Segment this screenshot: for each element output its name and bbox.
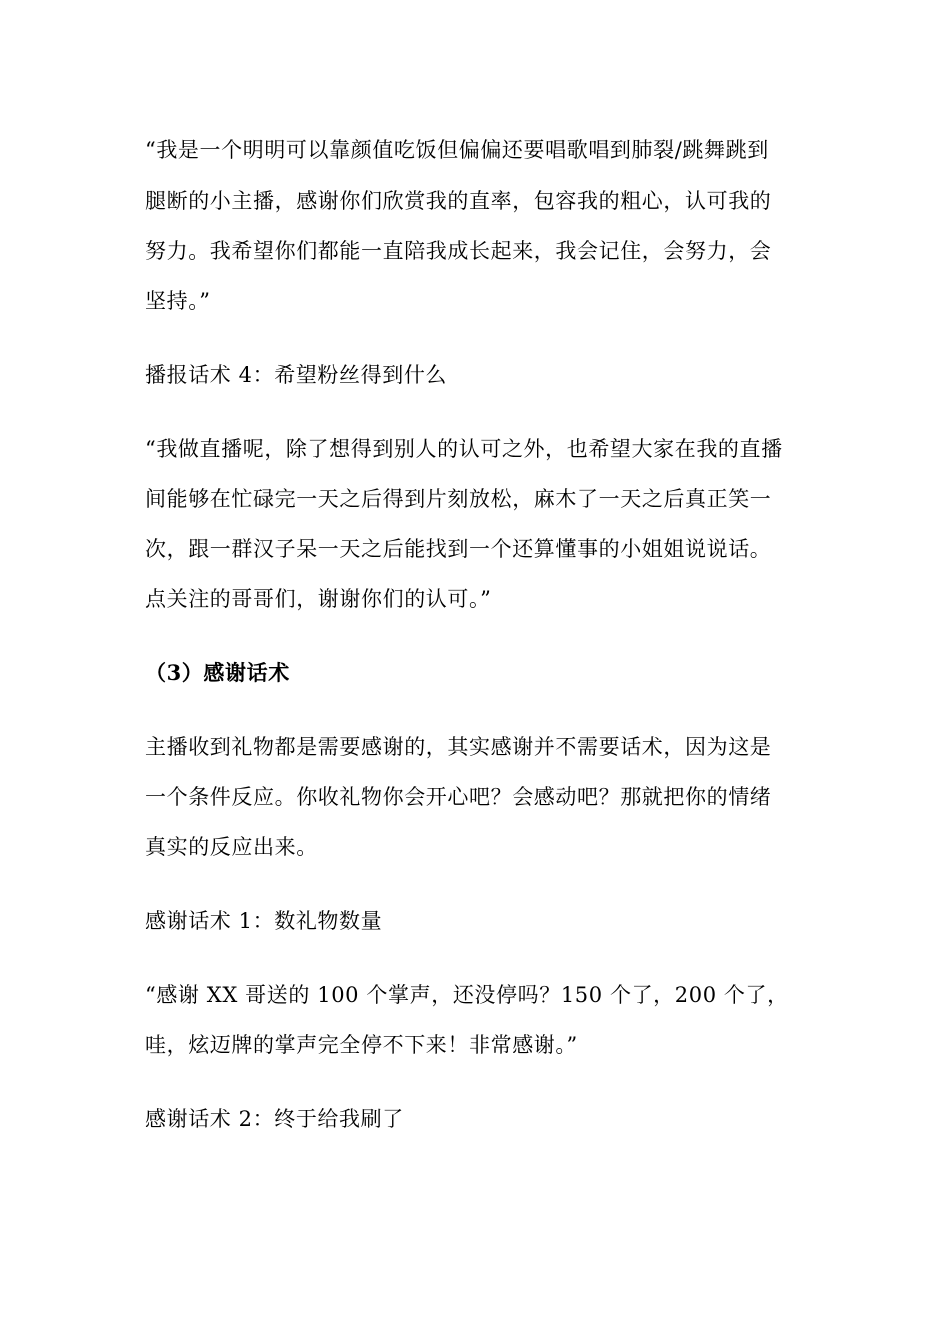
heading-thanks-1: 感谢话术 1：数礼物数量 [145,909,383,933]
paragraph-2-line-3: 次，跟一群汉子呆一天之后能找到一个还算懂事的小姐姐说说话。 [145,537,772,561]
section-title: （3）感谢话术 [145,660,290,685]
paragraph-1-line-2: 腿断的小主播，感谢你们欣赏我的直率，包容我的粗心，认可我的 [145,189,772,213]
paragraph-3-line-1: 主播收到礼物都是需要感谢的，其实感谢并不需要话术，因为这是 [145,735,772,759]
paragraph-2-line-2: 间能够在忙碌完一天之后得到片刻放松，麻木了一天之后真正笑一 [145,487,772,511]
paragraph-2-line-1: “我做直播呢，除了想得到别人的认可之外，也希望大家在我的直播 [145,437,783,461]
paragraph-3-line-2: 一个条件反应。你收礼物你会开心吧？会感动吧？那就把你的情绪 [145,785,772,809]
paragraph-3-line-3: 真实的反应出来。 [145,835,318,859]
paragraph-4-line-2: 哇，炫迈牌的掌声完全停不下来！非常感谢。” [145,1033,578,1057]
paragraph-1-line-4: 坚持。” [145,289,211,313]
heading-broadcast-4: 播报话术 4：希望粉丝得到什么 [145,363,448,387]
paragraph-4-line-1: “感谢 XX 哥送的 100 个掌声，还没停吗？150 个了，200 个了， [145,983,789,1007]
heading-thanks-2: 感谢话术 2：终于给我刷了 [145,1107,404,1131]
paragraph-1-line-3: 努力。我希望你们都能一直陪我成长起来，我会记住，会努力，会 [145,239,772,263]
paragraph-2-line-4: 点关注的哥哥们，谢谢你们的认可。” [145,587,492,611]
paragraph-1-line-1: “我是一个明明可以靠颜值吃饭但偏偏还要唱歌唱到肺裂/跳舞跳到 [145,138,769,162]
